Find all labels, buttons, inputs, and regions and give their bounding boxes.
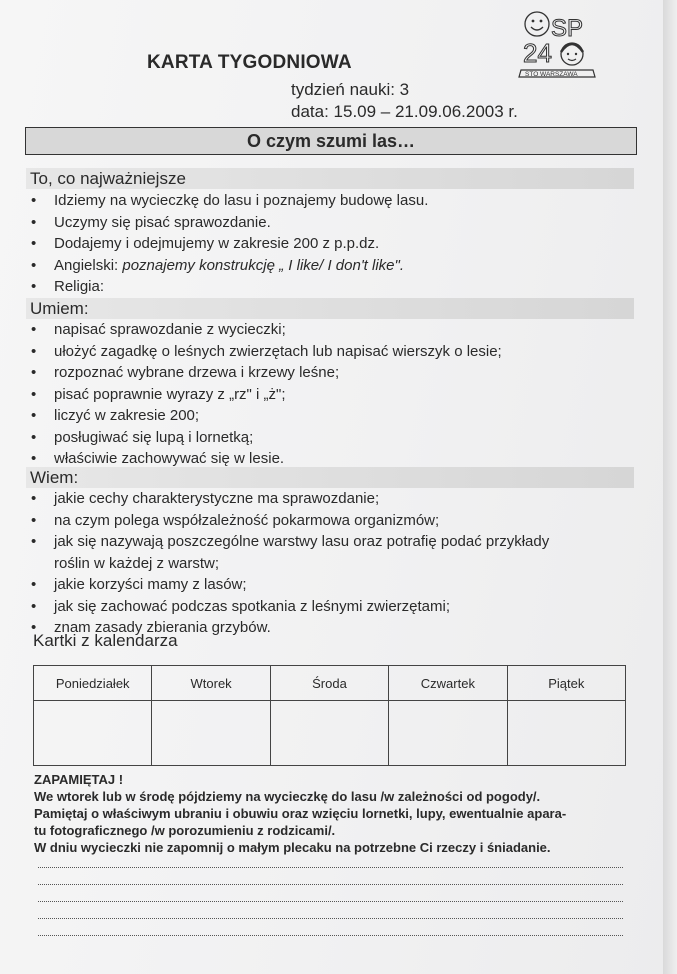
school-logo bbox=[517, 8, 597, 84]
logo-number-text: 24 bbox=[523, 38, 552, 68]
list-item: • napisać sprawozdanie z wycieczki; bbox=[31, 321, 286, 338]
remember-line: Pamiętaj o właściwym ubraniu i obuwiu oraz wzięciu lornetki, lupy, ewentualnie apara- bbox=[34, 806, 567, 821]
list-item: • Angielski: poznajemy konstrukcję „ I like/ I don't like". bbox=[31, 256, 405, 274]
day-header: Piątek bbox=[507, 666, 625, 701]
day-header: Wtorek bbox=[152, 666, 270, 701]
week-number: tydzień nauki: 3 bbox=[291, 80, 410, 99]
writing-line bbox=[38, 901, 623, 902]
list-item: • jakie cechy charakterystyczne ma sprawozdanie; bbox=[31, 490, 380, 507]
calendar-cell bbox=[152, 701, 270, 766]
list-item: • Idziemy na wycieczkę do lasu i poznajemy budowę lasu. bbox=[31, 192, 429, 209]
logo-sto-text: STO WARSZAWA bbox=[525, 71, 578, 78]
list-item-continuation: roślin w każdej z warstw; bbox=[54, 554, 220, 572]
section-heading-can: Umiem: bbox=[26, 298, 634, 319]
calendar-cell bbox=[270, 701, 388, 766]
page-title: KARTA TYGODNIOWA bbox=[147, 52, 352, 73]
remember-line: W dniu wycieczki nie zapomnij o małym plecaku na potrzebne Ci rzeczy i śniadanie. bbox=[34, 840, 551, 855]
calendar-cell bbox=[34, 701, 152, 766]
list-item: • właściwie zachowywać się w lesie. bbox=[31, 450, 285, 467]
list-item: • pisać poprawnie wyrazy z „rz" i „ż"; bbox=[31, 385, 286, 403]
list-item: • ułożyć zagadkę o leśnych zwierzętach lub napisać wierszyk o lesie; bbox=[31, 342, 502, 360]
calendar-table bbox=[33, 665, 626, 766]
day-header: Środa bbox=[270, 666, 388, 701]
list-item: • Religia: bbox=[31, 278, 105, 295]
writing-line bbox=[38, 884, 623, 885]
calendar-label: Kartki z kalendarza bbox=[33, 631, 178, 650]
english-topic: poznajemy konstrukcję „ I like/ I don't like". bbox=[122, 256, 405, 274]
list-item: • jakie korzyści mamy z lasów; bbox=[31, 576, 247, 593]
list-item: • znam zasady zbierania grzybów. bbox=[31, 619, 271, 636]
list-item: • na czym polega współzależność pokarmowa organizmów; bbox=[31, 511, 440, 529]
calendar-cell bbox=[507, 701, 625, 766]
section-heading-priorities: To, co najważniejsze bbox=[26, 168, 634, 189]
writing-line bbox=[38, 935, 623, 936]
list-item: • Dodajemy i odejmujemy w zakresie 200 z p.p.dz. bbox=[31, 235, 380, 252]
skills-list bbox=[0, 319, 502, 470]
knowledge-list bbox=[0, 488, 549, 639]
list-item: • posługiwać się lupą i lornetką; bbox=[31, 428, 254, 446]
list-item: • jak się zachować podczas spotkania z leśnymi zwierzętami; bbox=[31, 597, 450, 615]
remember-line: We wtorek lub w środę pójdziemy na wycieczkę do lasu /w zależności od pogody/. bbox=[34, 789, 541, 804]
remember-heading: ZAPAMIĘTAJ ! bbox=[34, 772, 124, 787]
list-item: • jak się nazywają poszczególne warstwy lasu oraz potrafię podać przykłady bbox=[31, 533, 550, 550]
writing-line bbox=[38, 918, 623, 919]
logo-sp-text: SP bbox=[551, 15, 584, 42]
list-item: • Uczymy się pisać sprawozdanie. bbox=[31, 213, 271, 231]
remember-notice bbox=[34, 771, 634, 856]
day-header: Czwartek bbox=[389, 666, 507, 701]
remember-line: tu fotograficznego /w porozumieniu z rodzicami/. bbox=[34, 823, 336, 838]
date-range: data: 15.09 – 21.09.06.2003 r. bbox=[291, 102, 518, 121]
list-item: • rozpoznać wybrane drzewa i krzewy leśne; bbox=[31, 364, 340, 381]
page-edge-shadow bbox=[663, 0, 677, 974]
list-item: • liczyć w zakresie 200; bbox=[31, 407, 200, 424]
day-header: Poniedziałek bbox=[34, 666, 152, 701]
calendar-cell bbox=[389, 701, 507, 766]
priorities-list bbox=[0, 190, 428, 298]
writing-line bbox=[38, 867, 623, 868]
smiley-face-icon bbox=[525, 12, 549, 36]
topic-banner: O czym szumi las… bbox=[25, 127, 637, 155]
section-heading-know: Wiem: bbox=[26, 467, 634, 488]
